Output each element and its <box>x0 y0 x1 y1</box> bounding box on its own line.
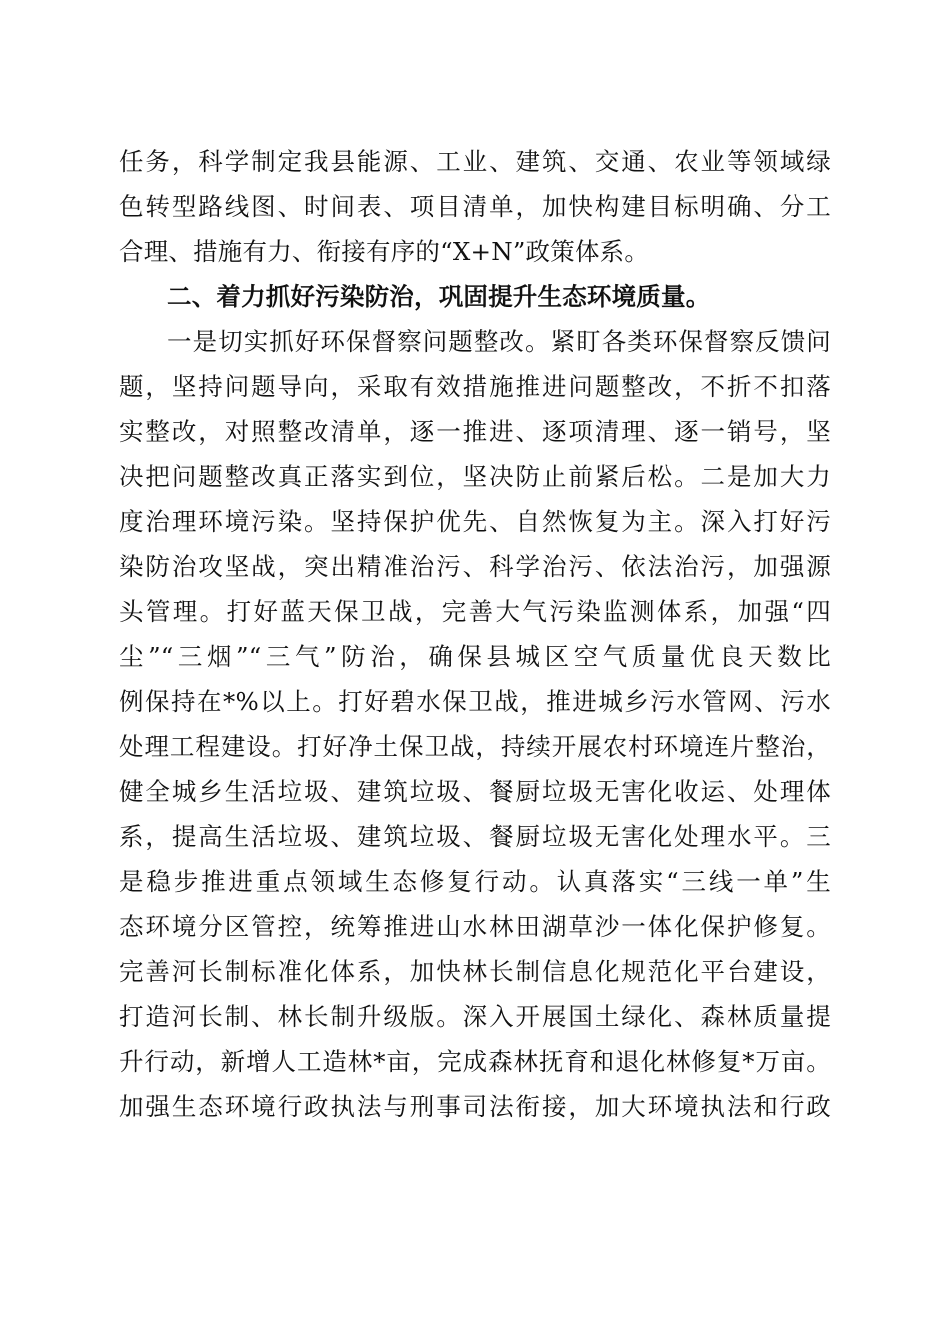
text-line-5: 一是切实抓好环保督察问题整改。紧盯各类环保督察反馈问 <box>167 327 831 356</box>
text-line-12: 尘”“三烟”“三气”防治，确保县城区空气质量优良天数比 <box>119 642 831 671</box>
text-line-9: 度治理环境污染。坚持保护优先、自然恢复为主。深入打好污 <box>119 507 831 536</box>
text-line-19: 完善河长制标准化体系，加快林长制信息化规范化平台建设， <box>119 957 831 986</box>
text-line-16: 系，提高生活垃圾、建筑垃圾、餐厨垃圾无害化处理水平。三 <box>119 822 831 851</box>
text-line-15: 健全城乡生活垃圾、建筑垃圾、餐厨垃圾无害化收运、处理体 <box>119 777 831 806</box>
text-line-22: 加强生态环境行政执法与刑事司法衔接，加大环境执法和行政 <box>119 1092 831 1121</box>
text-line-1: 任务，科学制定我县能源、工业、建筑、交通、农业等领域绿 <box>119 147 831 176</box>
text-line-10: 染防治攻坚战，突出精准治污、科学治污、依法治污，加强源 <box>119 552 831 581</box>
text-line-18: 态环境分区管控，统筹推进山水林田湖草沙一体化保护修复。 <box>119 912 831 941</box>
text-line-7: 实整改，对照整改清单，逐一推进、逐项清理、逐一销号，坚 <box>119 417 831 446</box>
text-line-21: 升行动，新增人工造林*亩，完成森林抚育和退化林修复*万亩。 <box>119 1047 831 1076</box>
text-line-11: 头管理。打好蓝天保卫战，完善大气污染监测体系，加强“四 <box>119 597 831 626</box>
text-line-6: 题，坚持问题导向，采取有效措施推进问题整改，不折不扣落 <box>119 372 831 401</box>
section-heading: 二、着力抓好污染防治，巩固提升生态环境质量。 <box>167 282 711 311</box>
text-line-20: 打造河长制、林长制升级版。深入开展国土绿化、森林质量提 <box>119 1002 831 1031</box>
text-line-3: 合理、措施有力、衔接有序的“X+N”政策体系。 <box>119 237 650 266</box>
text-line-8: 决把问题整改真正落实到位，坚决防止前紧后松。二是加大力 <box>119 462 831 491</box>
text-line-17: 是稳步推进重点领域生态修复行动。认真落实“三线一单”生 <box>119 867 831 896</box>
text-line-14: 处理工程建设。打好净土保卫战，持续开展农村环境连片整治， <box>119 732 831 761</box>
text-line-2: 色转型路线图、时间表、项目清单，加快构建目标明确、分工 <box>119 192 831 221</box>
text-line-13: 例保持在*%以上。打好碧水保卫战，推进城乡污水管网、污水 <box>119 687 831 716</box>
